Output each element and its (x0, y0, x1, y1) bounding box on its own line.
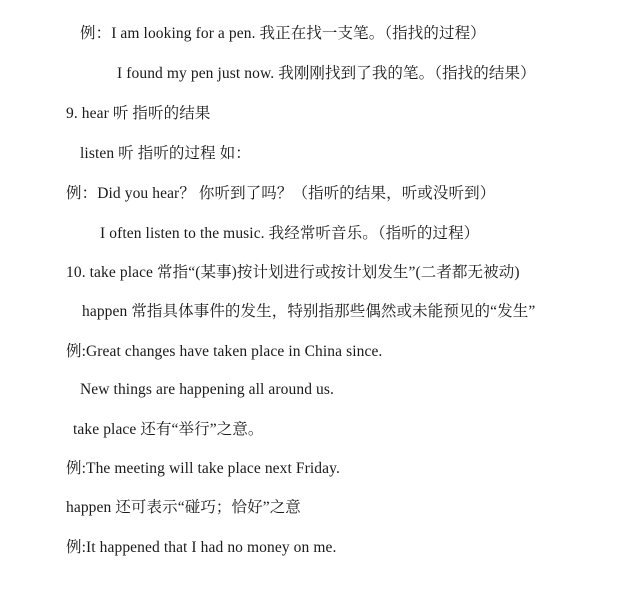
item-9-listen: listen 听 指听的过程 如： (80, 145, 251, 162)
example-no-money: 例:It happened that I had no money on me. (66, 539, 337, 556)
example-did-you-hear: 例：Did you hear？ 你听到了吗？（指听的结果，听或没听到） (66, 185, 496, 202)
example-find: I found my pen just now. 我刚刚找到了我的笔。（指找的结果） (117, 65, 536, 82)
note-take-place-hold: take place 还有“举行”之意。 (73, 421, 264, 438)
example-new-things: New things are happening all around us. (80, 381, 334, 398)
item-10-happen: happen 常指具体事件的发生，特别指那些偶然或未能预见的“发生” (82, 303, 536, 320)
example-listen-music: I often listen to the music. 我经常听音乐。（指听的过程） (100, 225, 480, 242)
item-10-take-place: 10. take place 常指“(某事)按计划进行或按计划发生”(二者都无被动) (66, 264, 520, 281)
example-meeting: 例:The meeting will take place next Friday. (66, 460, 340, 477)
note-happen-coincidence: happen 还可表示“碰巧；恰好”之意 (66, 499, 301, 516)
example-great-changes: 例:Great changes have taken place in China since. (66, 343, 383, 360)
example-look-for: 例：I am looking for a pen. 我正在找一支笔。（指找的过程） (80, 25, 486, 42)
item-9-hear: 9. hear 听 指听的结果 (66, 105, 211, 122)
